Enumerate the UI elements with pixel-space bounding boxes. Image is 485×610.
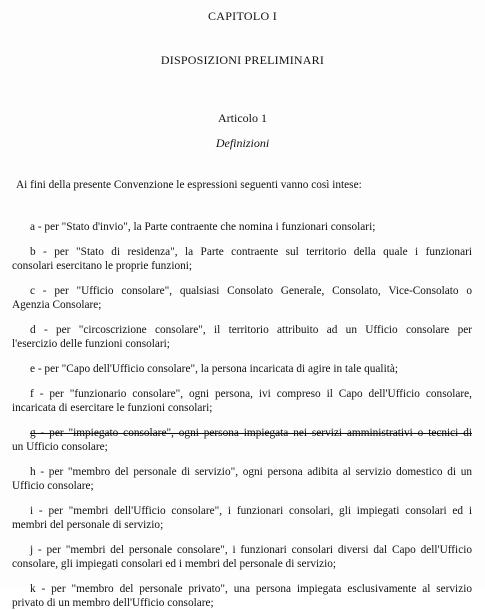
definition-item [12, 582, 472, 610]
article-title: Definizioni [215, 136, 270, 150]
definition-line: b - per "Stato di residenza", la Parte contraente sul territorio della quale i funzionari [30, 246, 472, 258]
definition-line: Ufficio consolare; [12, 480, 94, 492]
definition-item [12, 387, 472, 415]
definition-line: consolare, gli impiegati consolari ed i membri del personale di servizio; [12, 558, 337, 570]
item-spacer [12, 234, 472, 245]
item-spacer [12, 273, 472, 284]
definition-line: privato di un membro dell'Ufficio consolare; [12, 597, 214, 609]
definition-line: e - per "Capo dell'Ufficio consolare", la persona incaricata di agire in tale qualità; [30, 363, 399, 375]
item-spacer [12, 571, 472, 582]
definition-item [12, 245, 472, 273]
item-spacer [12, 312, 472, 323]
item-spacer [12, 376, 472, 387]
intro-paragraph: Ai fini della presente Convenzione le espressioni seguenti vanno così intese: [16, 179, 362, 191]
definitions-list [12, 220, 472, 610]
definition-line: h - per "membro del personale di servizio", ogni persona adibita al servizio domestico di un [30, 466, 472, 478]
item-spacer [12, 532, 472, 543]
definition-line: membri del personale di servizio; [12, 519, 164, 531]
definition-item [12, 323, 472, 351]
definition-item [12, 284, 472, 312]
definition-line: un Ufficio consolare; [12, 441, 108, 453]
article-number: Articolo 1 [218, 111, 267, 125]
definition-line: i - per "membri dell'Ufficio consolare", i funzionari consolari, gli impiegati consolari ed i [30, 505, 472, 517]
definition-line: c - per "Ufficio consolare", qualsiasi Consolato Generale, Consolato, Vice-Consolato o [30, 285, 472, 297]
definition-line: g - per "impiegato consolare", ogni persona impiegata nei servizi amministrativi o tecnici di [30, 427, 472, 439]
item-spacer [12, 454, 472, 465]
chapter-heading: CAPITOLO I [207, 9, 278, 23]
definition-item [12, 362, 472, 376]
item-spacer [12, 351, 472, 362]
definition-line: incaricata di esercitare le funzioni consolari; [12, 402, 213, 414]
item-spacer [12, 415, 472, 426]
definition-line: k - per "membro del personale privato", una persona impiegata esclusivamente al servizio [30, 583, 472, 595]
definition-line: a - per "Stato d'invio", la Parte contraente che nomina i funzionari consolari; [30, 221, 376, 233]
definition-item [12, 220, 472, 234]
section-title: DISPOSIZIONI PRELIMINARI [160, 53, 325, 67]
definition-line: d - per "circoscrizione consolare", il territorio attribuito ad un Ufficio consolare per [30, 324, 472, 336]
item-spacer [12, 493, 472, 504]
definition-item [12, 426, 472, 454]
definition-line: l'esercizio delle funzioni consolari; [12, 338, 170, 350]
definition-line: consolari esercitano le proprie funzioni; [12, 260, 193, 272]
definition-line: j - per "membri del personale consolare", i funzionari consolari diversi dal Capo dell'Ufficio [30, 544, 472, 556]
definition-item [12, 465, 472, 493]
definition-item [12, 543, 472, 571]
definition-line: Agenzia Consolare; [12, 299, 102, 311]
definition-item [12, 504, 472, 532]
definition-line: f - per "funzionario consolare", ogni persona, ivi compreso il Capo dell'Ufficio consolare, [30, 388, 472, 400]
